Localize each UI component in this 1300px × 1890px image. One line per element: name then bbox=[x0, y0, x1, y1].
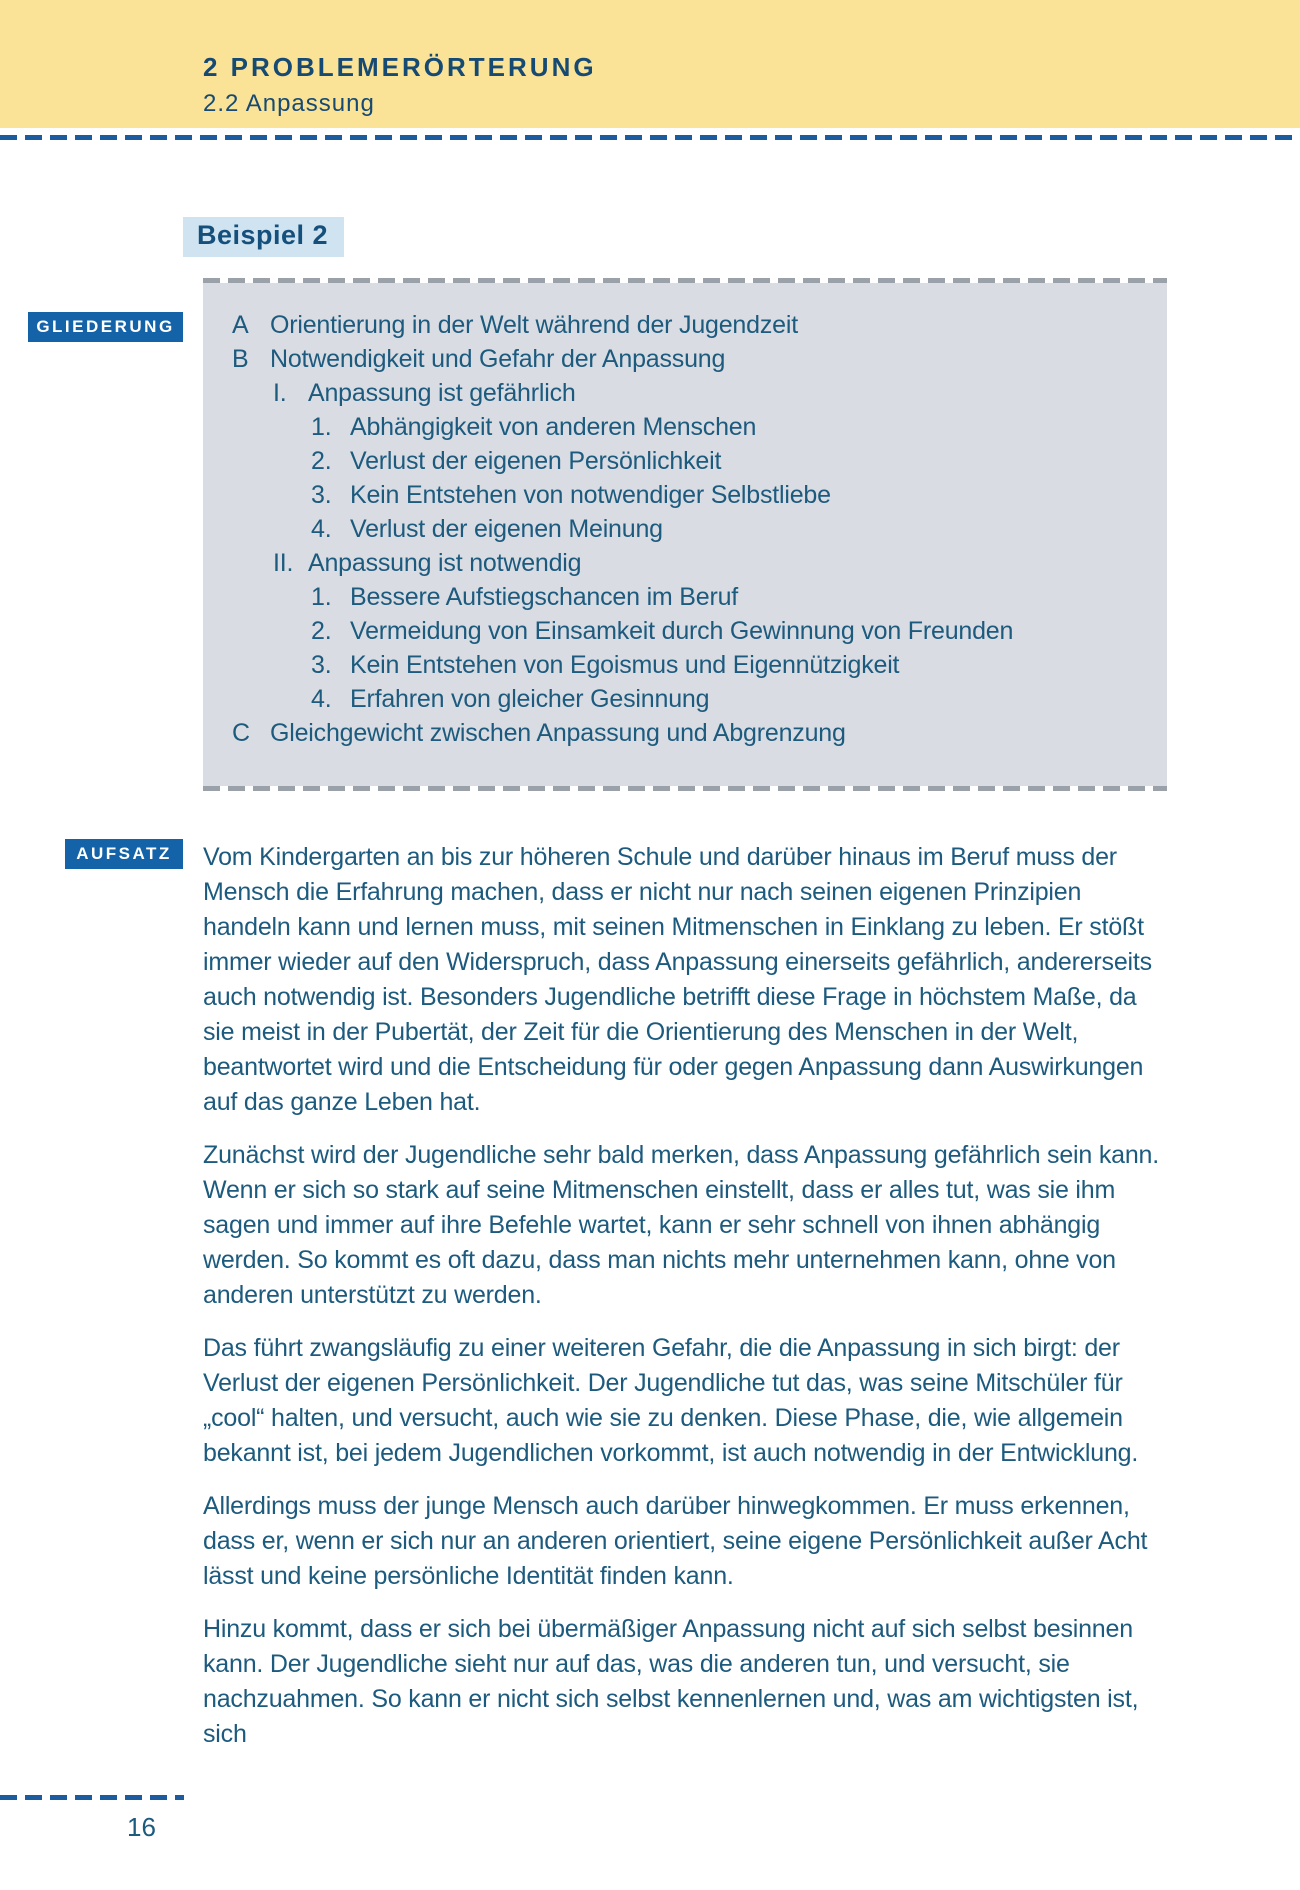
outline-text: Kein Entstehen von notwendiger Selbstliebe bbox=[350, 481, 831, 509]
outline-text: Kein Entstehen von Egoismus und Eigennützigkeit bbox=[350, 651, 900, 679]
outline-text: Orientierung in der Welt während der Jugendzeit bbox=[270, 311, 798, 339]
aufsatz-margin-label: AUFSATZ bbox=[65, 839, 183, 869]
outline-marker: B bbox=[232, 345, 249, 373]
outline-text: Verlust der eigenen Persönlichkeit bbox=[350, 447, 722, 475]
outline-marker: 3. bbox=[311, 481, 332, 509]
header-dashed-divider bbox=[0, 135, 1300, 140]
essay-paragraph: Das führt zwangsläufig zu einer weiteren Gefahr, die die Anpassung in sich birgt: der Verlust der eigenen Persönlichkeit. Der Jugendliche tut das, was seine Mitschüler für „cool“ halten, und versucht, auch wie sie zu denken. Diese Phase, die, wie allgemein bekannt ist, bei jedem Jugendlichen vorkommt, ist auch notwendig in der Entwicklung. bbox=[203, 1334, 1139, 1467]
outline-item bbox=[203, 580, 1157, 614]
outline-item bbox=[203, 376, 1157, 410]
outline-item bbox=[203, 342, 1157, 376]
essay-paragraph: Allerdings muss der junge Mensch auch darüber hinwegkommen. Er muss erkennen, dass er, wenn er sich nur an anderen orientiert, seine eigene Persönlichkeit außer Acht lässt und keine persönliche Identität finden kann. bbox=[203, 1492, 1148, 1590]
essay-body bbox=[203, 840, 1167, 1770]
outline-marker: 1. bbox=[311, 583, 332, 611]
outline-item bbox=[203, 308, 1157, 342]
outline-text: Notwendigkeit und Gefahr der Anpassung bbox=[270, 345, 726, 373]
outline-marker: II. bbox=[273, 549, 294, 577]
outline-item bbox=[203, 546, 1157, 580]
outline-item bbox=[203, 410, 1157, 444]
example-badge: Beispiel 2 bbox=[183, 217, 344, 257]
section-title: 2.2 Anpassung bbox=[203, 90, 375, 117]
essay-paragraph: Hinzu kommt, dass er sich bei übermäßiger Anpassung nicht auf sich selbst besinnen kann. Der Jugendliche sieht nur auf das, was die anderen tun, und versucht, sie nachzuahmen. So kann er nicht sich selbst kennenlernen und, was am wichtigsten ist, sich bbox=[203, 1615, 1139, 1748]
footer-dashed-line bbox=[0, 1795, 184, 1800]
outline-text: Gleichgewicht zwischen Anpassung und Abgrenzung bbox=[270, 719, 846, 747]
outline-text: Erfahren von gleicher Gesinnung bbox=[350, 685, 710, 713]
outline-bottom-dashed-border bbox=[203, 786, 1167, 791]
essay-paragraph: Vom Kindergarten an bis zur höheren Schule und darüber hinaus im Beruf muss der Mensch die Erfahrung machen, dass er nicht nur nach seinen eigenen Prinzipien handeln kann und lernen muss, mit seinen Mitmenschen in Einklang zu leben. Er stößt immer wieder auf den Widerspruch, dass Anpassung einerseits gefährlich, andererseits auch notwendig ist. Besonders Jugendliche betrifft diese Frage in höchstem Maße, da sie meist in der Pubertät, der Zeit für die Orientierung des Menschen in der Welt, beantwortet wird und die Entscheidung für oder gegen Anpassung dann Auswirkungen auf das ganze Leben hat. bbox=[203, 843, 1152, 1116]
outline-marker: I. bbox=[273, 379, 287, 407]
outline-marker: 2. bbox=[311, 617, 332, 645]
outline-item bbox=[203, 444, 1157, 478]
outline-marker: 2. bbox=[311, 447, 332, 475]
outline-text: Anpassung ist gefährlich bbox=[308, 379, 576, 407]
outline-text: Bessere Aufstiegschancen im Beruf bbox=[350, 583, 739, 611]
outline-item bbox=[203, 614, 1157, 648]
outline-marker: A bbox=[232, 311, 249, 339]
outline-item bbox=[203, 716, 1157, 750]
outline-item bbox=[203, 512, 1157, 546]
chapter-title: 2 PROBLEMERÖRTERUNG bbox=[203, 52, 597, 82]
outline-marker: 1. bbox=[311, 413, 332, 441]
gliederung-margin-label: GLIEDERUNG bbox=[28, 312, 183, 342]
outline-marker: 4. bbox=[311, 515, 332, 543]
outline-box bbox=[203, 283, 1167, 786]
outline-item bbox=[203, 648, 1157, 682]
outline-text: Verlust der eigenen Meinung bbox=[350, 515, 663, 543]
outline-section bbox=[203, 278, 1167, 791]
outline-text: Vermeidung von Einsamkeit durch Gewinnung von Freunden bbox=[350, 617, 1014, 645]
chapter-header-band bbox=[0, 0, 1300, 128]
outline-marker: C bbox=[232, 719, 250, 747]
outline-marker: 3. bbox=[311, 651, 332, 679]
page-number: 16 bbox=[127, 1812, 156, 1842]
outline-text: Anpassung ist notwendig bbox=[308, 549, 582, 577]
outline-text: Abhängigkeit von anderen Menschen bbox=[350, 413, 757, 441]
outline-item bbox=[203, 682, 1157, 716]
outline-item bbox=[203, 478, 1157, 512]
essay-paragraph: Zunächst wird der Jugendliche sehr bald merken, dass Anpassung gefährlich sein kann. Wenn er sich so stark auf seine Mitmenschen einstellt, dass er alles tut, was sie ihm sagen und immer auf ihre Befehle wartet, kann er sehr schnell von ihnen abhängig werden. So kommt es oft dazu, dass man nichts mehr unternehmen kann, ohne von anderen unterstützt zu werden. bbox=[203, 1141, 1159, 1309]
outline-marker: 4. bbox=[311, 685, 332, 713]
